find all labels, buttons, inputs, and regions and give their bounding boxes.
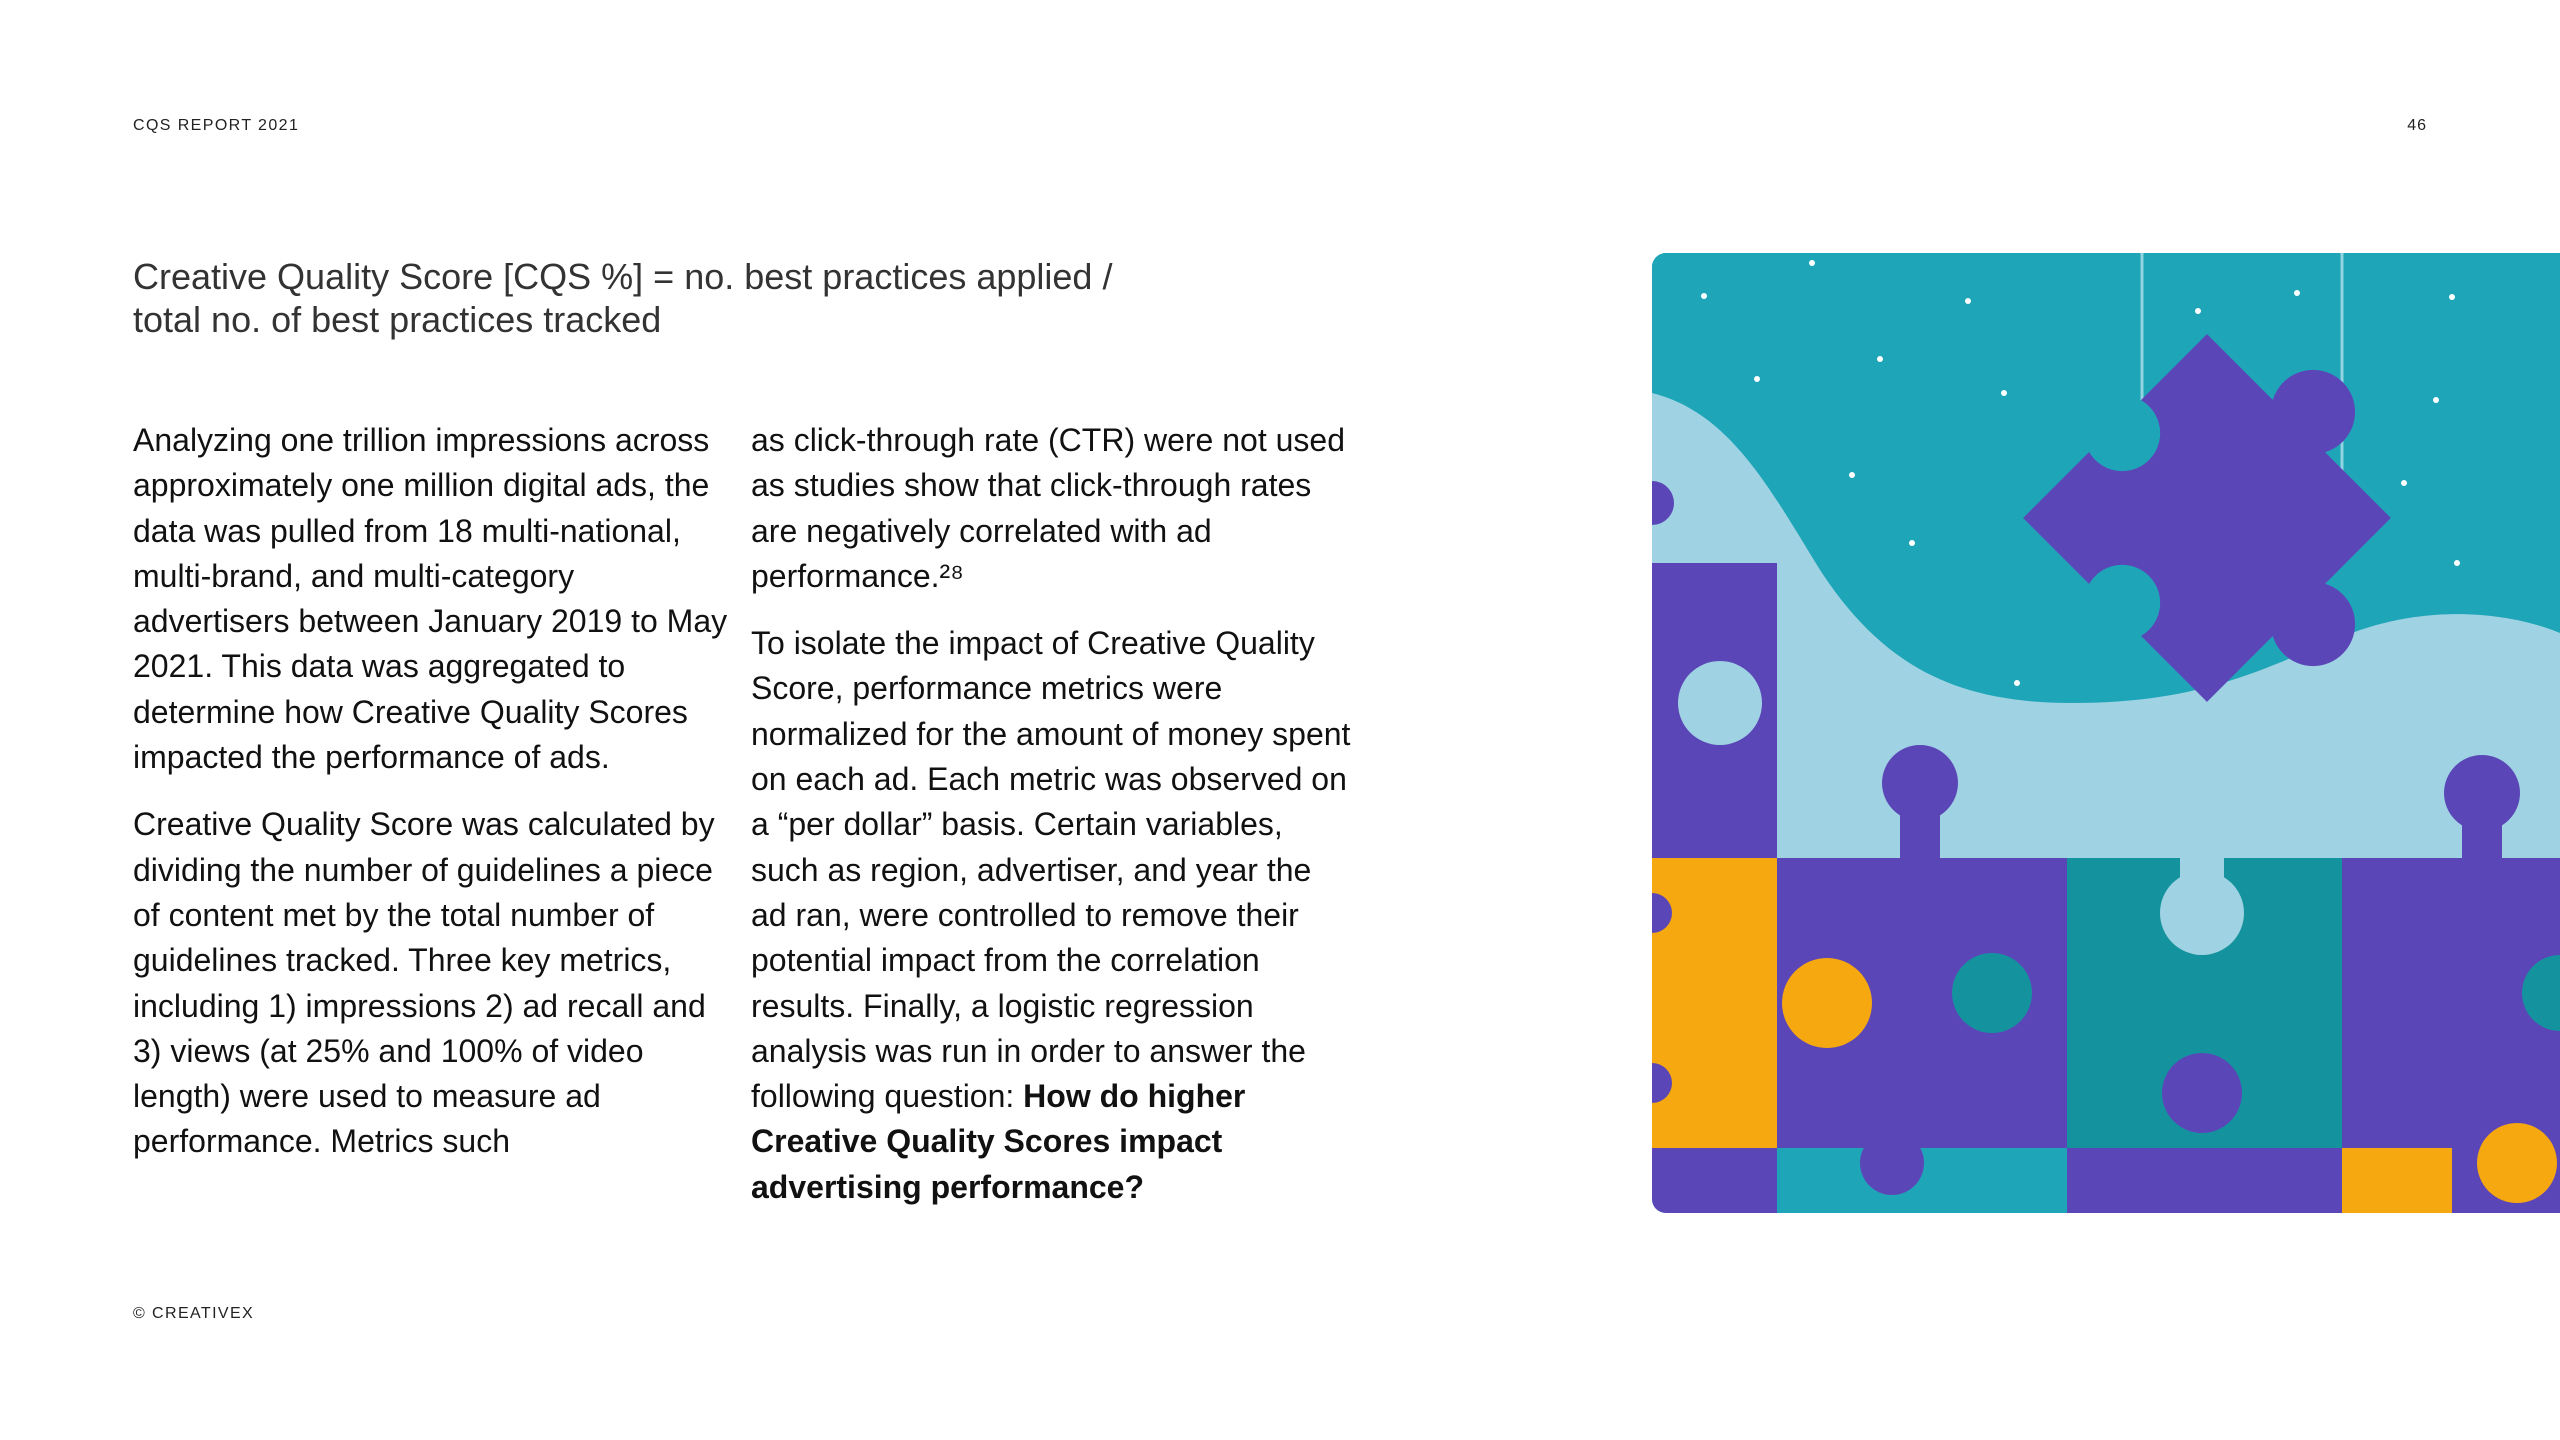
formula-line-1: Creative Quality Score [CQS %] = no. best practices applied /: [133, 256, 1113, 297]
text-column-1: [133, 418, 733, 1187]
puzzle-piece: [1652, 1148, 1777, 1213]
text-column-2: [751, 418, 1351, 1232]
paragraph: as click-through rate (CTR) were not used as studies show that click-through rates are negatively correlated with ad performance.²⁸: [751, 422, 1345, 594]
paragraph-text: To isolate the impact of Creative Quality Score, performance metrics were normalized for the amount of money spent on each ad. Each metric was observed on a “per dollar” basis. Certain variables, such as region, advertiser, and year the ad ran, were controlled to remove their potential impact from the correlation results. Finally, a logistic regression analysis was run in order to answer the following question:: [751, 625, 1351, 1115]
puzzle-piece: [1652, 858, 1777, 1148]
paragraph: Creative Quality Score was calculated by dividing the number of guidelines a piece of content met by the total number of guidelines tracked. Three key metrics, including 1) impressions 2) ad recall and 3) views (at 25% and 100% of video length) were used to measure ad performance. Metrics such: [133, 806, 715, 1160]
paragraph: Analyzing one trillion impressions across approximately one million digital ads, the data was pulled from 18 multi-national, multi-brand, and multi-category advertisers between January 2019 to May 2021. This data was aggregated to determine how Creative Quality Scores impacted the performance of ads.: [133, 422, 728, 776]
formula-line-2: total no. of best practices tracked: [133, 299, 662, 340]
puzzle-piece: [2067, 1148, 2342, 1213]
report-title: CQS REPORT 2021: [133, 117, 300, 134]
puzzle-piece: [2342, 1148, 2452, 1213]
cqs-formula: [133, 255, 1133, 341]
paragraph: [751, 621, 1351, 1210]
key-question: How do higher Creative Quality Scores impact advertising performance?: [751, 1078, 1246, 1205]
copyright: © CREATIVEX: [133, 1305, 255, 1322]
puzzle-illustration: [1652, 253, 2560, 1213]
page-number: 46: [2407, 117, 2427, 134]
